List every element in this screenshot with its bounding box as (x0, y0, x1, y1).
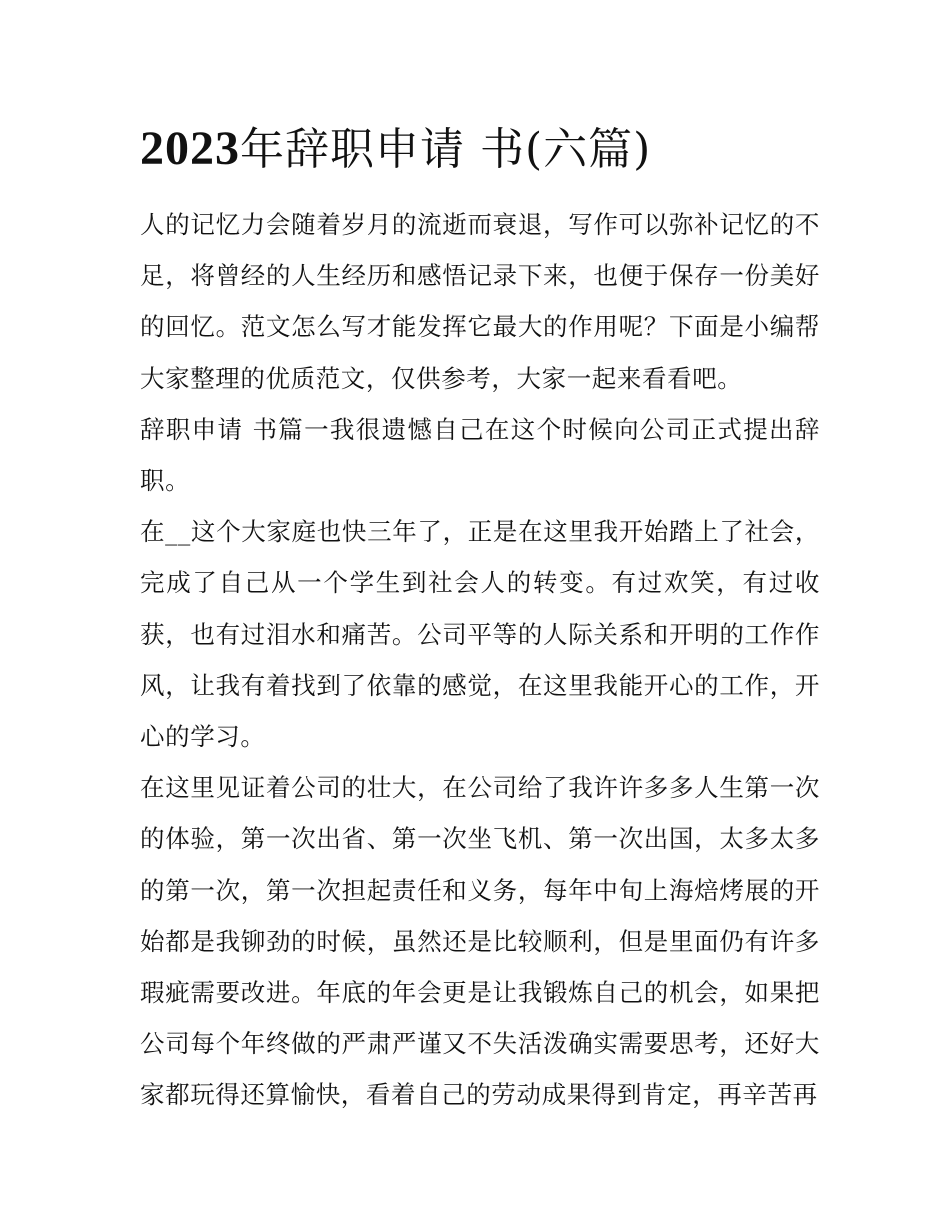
paragraph-experiences: 在这里见证着公司的壮大，在公司给了我许许多多人生第一次的体验，第一次出省、第一次坐飞机、第一次出国，太多太多的第一次，第一次担起责任和义务，每年中旬上海焙烤展的开始都是我铆劲的时候，虽然还是比较顺利，但是里面仍有许多瑕疵需要改进。年底的年会更是让我锻炼自己的机会，如果把公司每个年终做的严肃严谨又不失活泼确实需要思考，还好大家都玩得还算愉快，看着自己的劳动成果得到肯定，再辛苦再 (140, 773, 820, 1110)
paragraph-letter-opening: 辞职申请 书篇一我很遗憾自己在这个时候向公司正式提出辞职。 (140, 414, 820, 496)
document-page (140, 118, 820, 1121)
document-title (140, 118, 820, 181)
title-text: 年辞职申请 书(六篇) (240, 124, 652, 175)
paragraph-company-years: 在__这个大家庭也快三年了，正是在这里我开始踏上了社会，完成了自己从一个学生到社会人的转变。有过欢笑，有过收获，也有过泪水和痛苦。公司平等的人际关系和开明的工作作风，让我有着找到了依靠的感觉，在这里我能开心的工作，开心的学习。 (140, 517, 820, 752)
title-year: 2023 (140, 122, 240, 175)
paragraph-intro: 人的记忆力会随着岁月的流逝而衰退，写作可以弥补记忆的不足，将曾经的人生经历和感悟记录下来，也便于保存一份美好的回忆。范文怎么写才能发挥它最大的作用呢？下面是小编帮大家整理的优质范文，仅供参考，大家一起来看看吧。 (140, 210, 820, 393)
